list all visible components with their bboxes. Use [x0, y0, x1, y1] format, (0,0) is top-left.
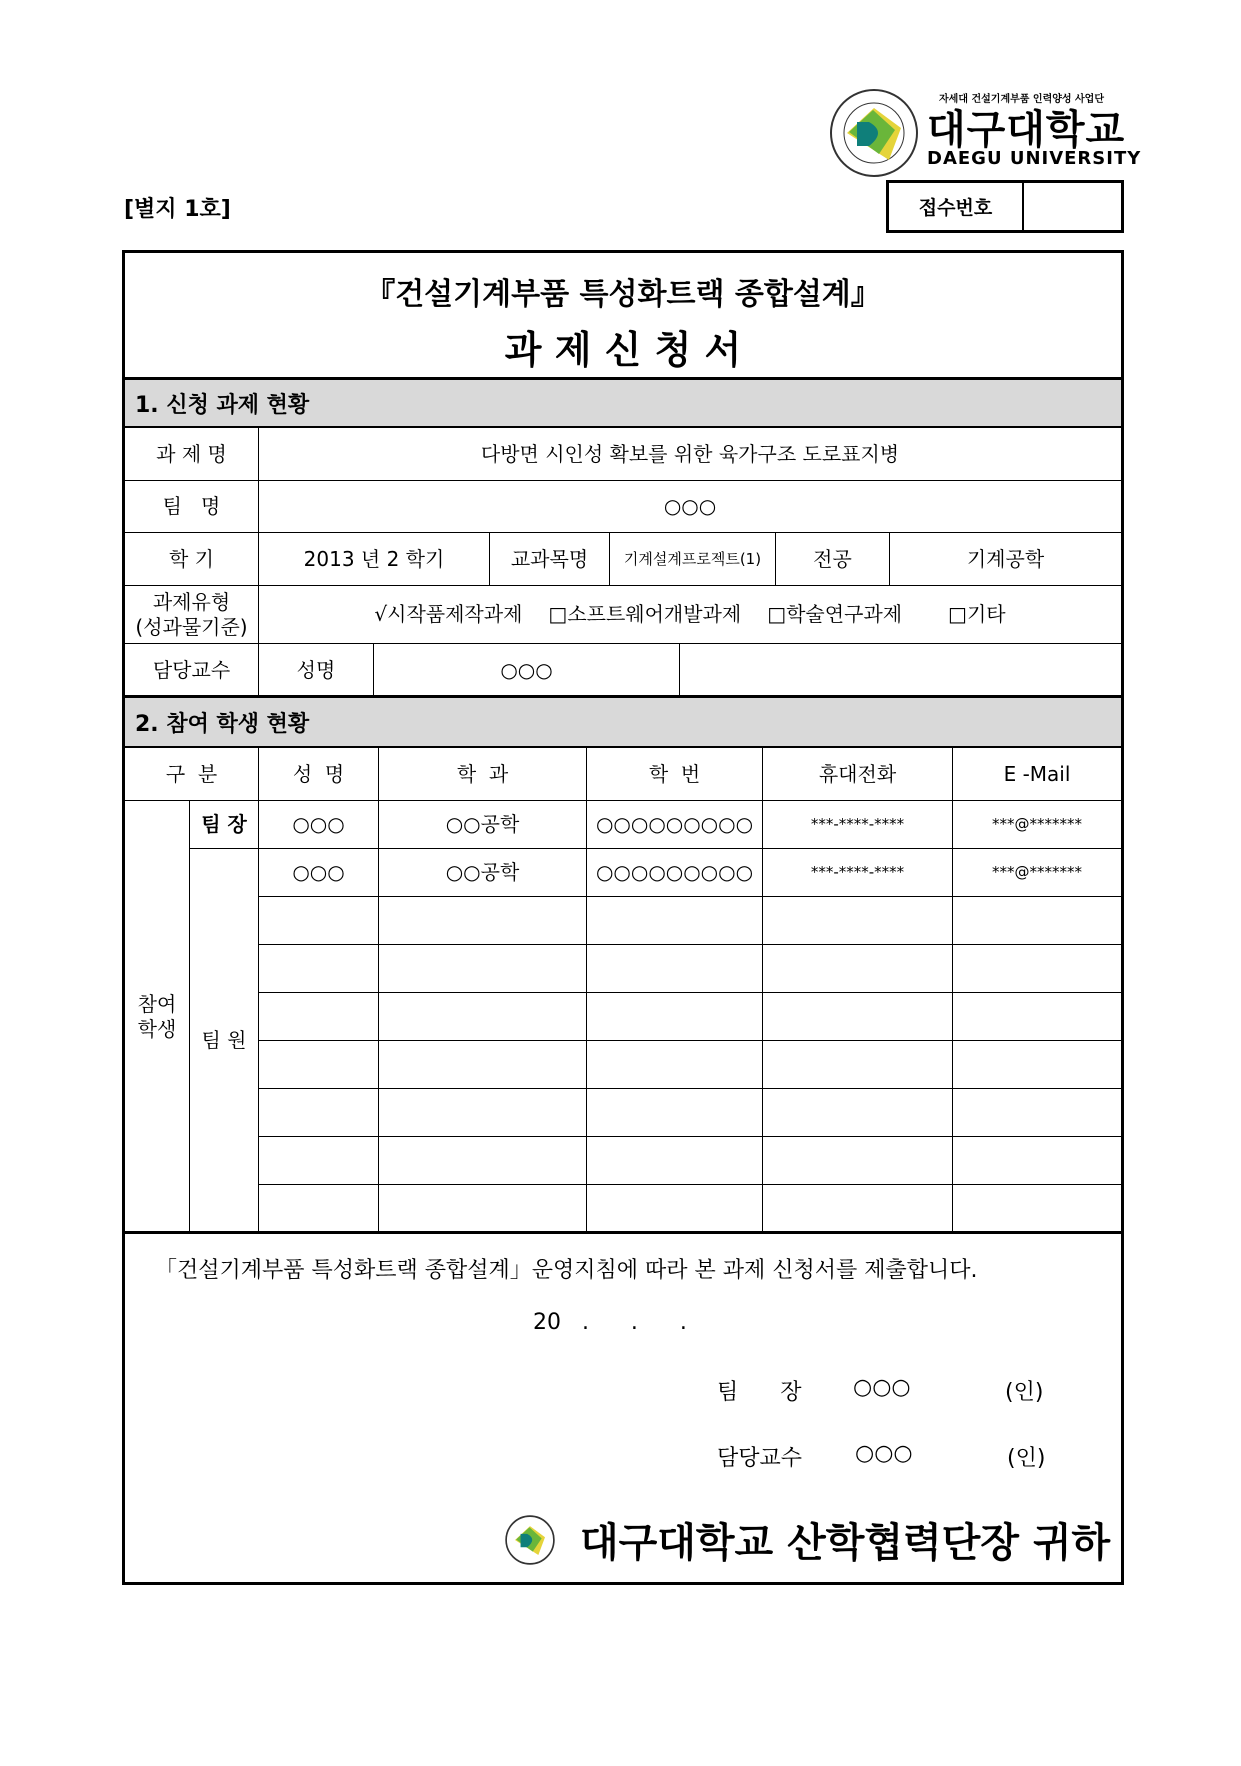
prof-sign-label: 담당교수 [717, 1446, 803, 1471]
empty-participant-cell[interactable] [763, 1089, 953, 1137]
leader-sign-name[interactable]: ○○○ [853, 1375, 911, 1400]
team-leader-label: 팀 장 [190, 801, 259, 849]
university-logo [829, 88, 1142, 178]
logo-tagline: 자세대 건설기계부품 인력양성 사업단 [939, 94, 1105, 105]
team-member-label: 팀 원 [190, 849, 259, 1233]
project-name-field[interactable]: 다방면 시인성 확보를 위한 육가구조 도로표지병 [259, 428, 1121, 481]
empty-participant-cell[interactable] [953, 1137, 1121, 1185]
row1-name[interactable]: ○○○ [259, 801, 379, 849]
row1-student-id[interactable]: ○○○○○○○○○ [587, 801, 763, 849]
university-seal-small-icon [505, 1515, 555, 1565]
course-field[interactable]: 기계설계프로젝트(1) [610, 533, 776, 586]
empty-participant-cell[interactable] [379, 1089, 587, 1137]
empty-participant-cell[interactable] [587, 945, 763, 993]
project-type-options [259, 586, 1121, 644]
empty-participant-cell[interactable] [379, 897, 587, 945]
empty-participant-cell[interactable] [763, 1185, 953, 1233]
logo-name-en: DAEGU UNIVERSITY [927, 148, 1142, 169]
row1-dept[interactable]: ○○공학 [379, 801, 587, 849]
leader-seal: (인) [1005, 1380, 1044, 1405]
submission-date[interactable]: 20 . . . [533, 1310, 687, 1335]
empty-participant-cell[interactable] [763, 945, 953, 993]
col-header-category: 구 분 [125, 748, 259, 801]
university-seal-icon [829, 88, 919, 178]
col-header-phone: 휴대전화 [763, 748, 953, 801]
empty-participant-cell[interactable] [953, 897, 1121, 945]
row1-phone[interactable]: ***-****-**** [763, 801, 953, 849]
empty-participant-cell[interactable] [379, 1137, 587, 1185]
receipt-number-field[interactable] [1024, 183, 1121, 230]
empty-participant-cell[interactable] [763, 993, 953, 1041]
empty-participant-cell[interactable] [379, 1185, 587, 1233]
submission-statement: 「건설기계부품 특성화트랙 종합설계」운영지침에 따라 본 과제 신청서를 제출합니다. [155, 1258, 978, 1283]
row2-student-id[interactable]: ○○○○○○○○○ [587, 849, 763, 897]
row2-name[interactable]: ○○○ [259, 849, 379, 897]
logo-name-kr: 대구대학교 [927, 107, 1126, 153]
professor-extra-field[interactable] [680, 644, 1121, 697]
empty-participant-cell[interactable] [259, 1185, 379, 1233]
empty-participant-cell[interactable] [763, 1137, 953, 1185]
semester-label: 학 기 [125, 533, 259, 586]
section1-heading: 1. 신청 과제 현황 [125, 377, 1121, 428]
check-mark-icon: √ [374, 602, 388, 626]
empty-participant-cell[interactable] [953, 993, 1121, 1041]
empty-participant-cell[interactable] [953, 1089, 1121, 1137]
row2-phone[interactable]: ***-****-**** [763, 849, 953, 897]
addressee: 대구대학교 산학협력단장 귀하 [580, 1520, 1111, 1566]
empty-participant-cell[interactable] [587, 1041, 763, 1089]
row1-email[interactable]: ***@******* [953, 801, 1121, 849]
empty-participant-cell[interactable] [259, 993, 379, 1041]
empty-participant-cell[interactable] [259, 897, 379, 945]
empty-participant-cell[interactable] [953, 1041, 1121, 1089]
checkbox-icon: □ [948, 602, 967, 626]
empty-participant-cell[interactable] [953, 945, 1121, 993]
empty-participant-cell[interactable] [259, 1041, 379, 1089]
empty-participant-cell[interactable] [587, 1185, 763, 1233]
col-header-email: E -Mail [953, 748, 1121, 801]
empty-participant-cell[interactable] [259, 1137, 379, 1185]
row2-dept[interactable]: ○○공학 [379, 849, 587, 897]
col-header-name: 성 명 [259, 748, 379, 801]
form-title: 과 제 신 청 서 [504, 328, 742, 372]
form-number: [별지 1호] [124, 197, 231, 222]
major-field[interactable]: 기계공학 [890, 533, 1121, 586]
semester-field[interactable]: 2013 년 2 학기 [259, 533, 490, 586]
project-type-label-line1: 과제유형 [152, 589, 231, 614]
col-header-dept: 학 과 [379, 748, 587, 801]
professor-label: 담당교수 [125, 644, 259, 697]
professor-name-field[interactable]: ○○○ [374, 644, 680, 697]
team-name-label: 팀 명 [125, 481, 259, 533]
row2-email[interactable]: ***@******* [953, 849, 1121, 897]
type-option-research[interactable]: □학술연구과제 [767, 602, 903, 626]
empty-participant-cell[interactable] [587, 1137, 763, 1185]
col-header-student-id: 학 번 [587, 748, 763, 801]
participants-group-label: 참여 학생 [125, 801, 190, 1233]
empty-participant-cell[interactable] [587, 897, 763, 945]
empty-participant-cell[interactable] [259, 945, 379, 993]
prof-sign-name[interactable]: ○○○ [855, 1441, 913, 1466]
professor-name-label: 성명 [259, 644, 374, 697]
type-option-prototype[interactable]: √시작품제작과제 [374, 602, 523, 626]
empty-participant-cell[interactable] [587, 1089, 763, 1137]
checkbox-icon: □ [767, 602, 787, 626]
course-label: 교과목명 [490, 533, 610, 586]
type-option-software[interactable]: □소프트웨어개발과제 [548, 602, 742, 626]
leader-sign-label: 팀 장 [717, 1380, 802, 1405]
empty-participant-cell[interactable] [953, 1185, 1121, 1233]
project-type-label-line2: (성과물기준) [135, 614, 248, 639]
participants-bottom-border [125, 1231, 1121, 1234]
section2-heading: 2. 참여 학생 현황 [125, 695, 1121, 748]
receipt-number-label: 접수번호 [889, 183, 1024, 230]
application-form [122, 250, 1124, 1585]
form-subtitle: 『건설기계부품 특성화트랙 종합설계』 [365, 277, 881, 312]
team-name-field[interactable]: ○○○ [259, 481, 1121, 533]
project-type-label [125, 586, 259, 644]
empty-participant-cell[interactable] [763, 897, 953, 945]
empty-participant-cell[interactable] [763, 1041, 953, 1089]
checkbox-icon: □ [548, 602, 568, 626]
type-option-other[interactable]: □기타 [948, 602, 1006, 626]
empty-participant-cell[interactable] [379, 1041, 587, 1089]
empty-participant-cell[interactable] [259, 1089, 379, 1137]
major-label: 전공 [776, 533, 890, 586]
empty-participant-cell[interactable] [587, 993, 763, 1041]
prof-seal: (인) [1007, 1446, 1046, 1471]
empty-participant-cell[interactable] [379, 945, 587, 993]
project-name-label: 과 제 명 [125, 428, 259, 481]
receipt-number-box [886, 180, 1124, 233]
empty-participant-cell[interactable] [379, 993, 587, 1041]
